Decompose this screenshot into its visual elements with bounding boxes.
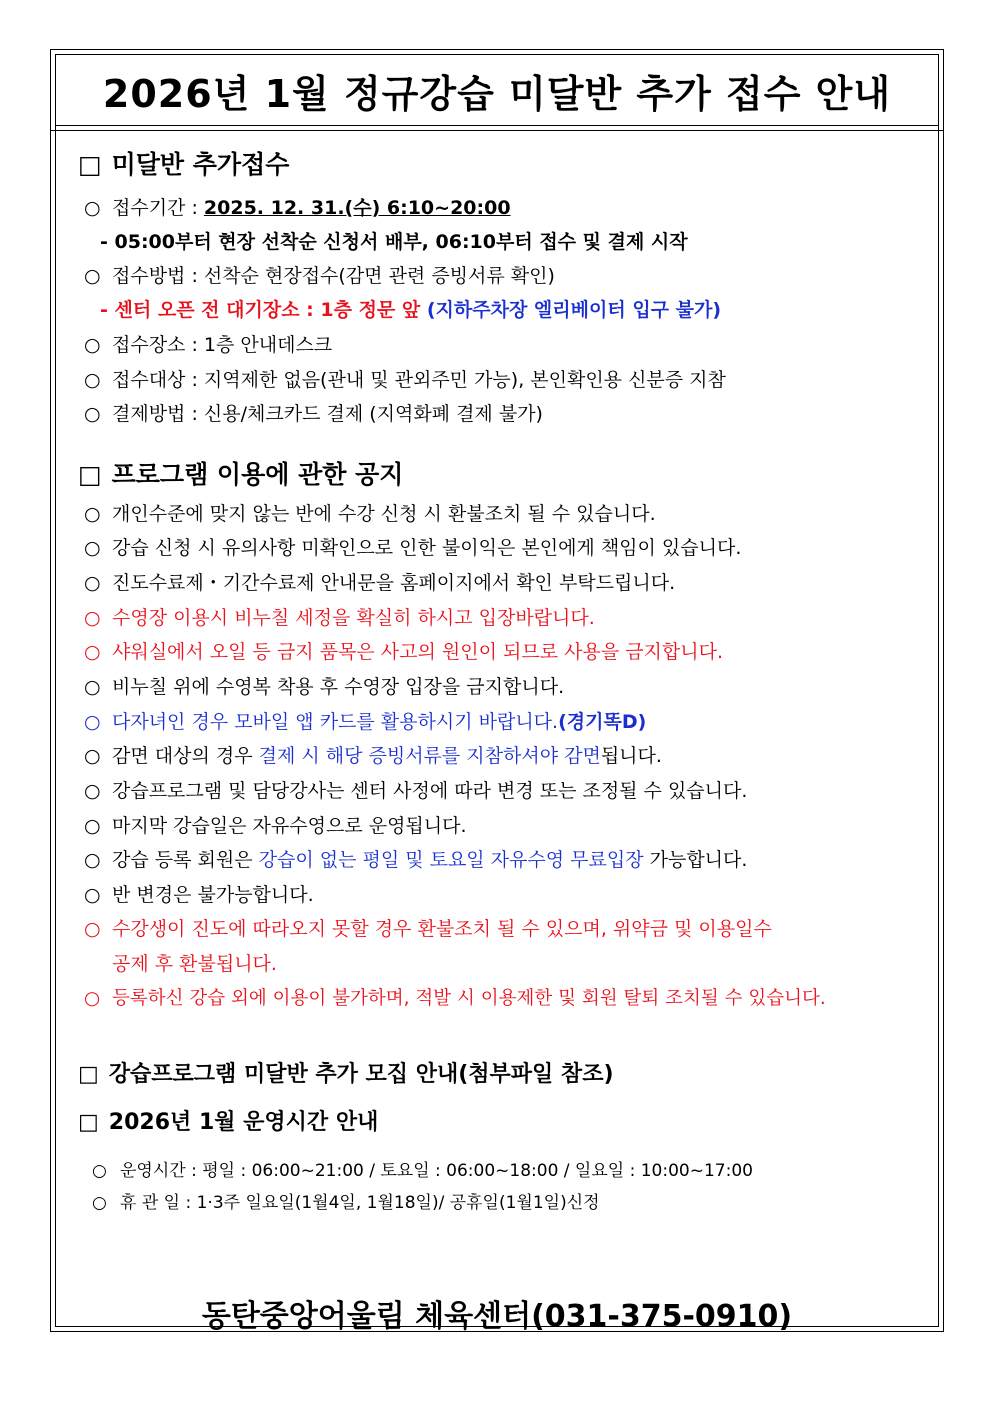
section-heading-recruitment: □ 강습프로그램 미달반 추가 모집 안내(첨부파일 참조)	[78, 1062, 614, 1087]
circle-bullet-icon: ○	[84, 780, 101, 802]
circle-bullet-icon: ○	[84, 711, 101, 733]
closed-days: ○ 휴 관 일 : 1·3주 일요일(1월4일, 1월18일)/ 공휴일(1월1일)신정	[92, 1193, 600, 1213]
waiting-place-exclusion: (지하주차장 엘리베이터 입구 불가)	[420, 299, 722, 321]
circle-bullet-icon: ○	[84, 815, 101, 837]
notice-item-warning: ○ 수영장 이용시 비누칠 세정을 확실히 하시고 입장바랍니다.	[84, 607, 595, 629]
document-frame	[50, 49, 944, 1332]
circle-bullet-icon: ○	[84, 403, 101, 425]
checkbox-square-icon: □	[78, 1110, 99, 1135]
registration-method: ○ 접수방법 : 선착순 현장접수(감면 관련 증빙서류 확인)	[84, 265, 555, 287]
section-heading-hours: □ 2026년 1월 운영시간 안내	[78, 1110, 379, 1135]
document-inner-frame	[55, 54, 939, 1334]
circle-bullet-icon: ○	[84, 676, 101, 698]
notice-item-warning-cont: 공제 후 환불됩니다.	[112, 953, 277, 975]
circle-bullet-icon: ○	[84, 988, 101, 1009]
registration-place: ○ 접수장소 : 1층 안내데스크	[84, 334, 333, 356]
notice-item: ○ 진도수료제・기간수료제 안내문을 홈페이지에서 확인 부탁드립니다.	[84, 572, 676, 594]
circle-bullet-icon: ○	[84, 849, 101, 871]
circle-bullet-icon: ○	[84, 369, 101, 391]
notice-item-warning: ○ 수강생이 진도에 따라오지 못할 경우 환불조치 될 수 있으며, 위약금 및 이용일수	[84, 918, 772, 940]
circle-bullet-icon: ○	[84, 884, 101, 906]
registration-target: ○ 접수대상 : 지역제한 없음(관내 및 관외주민 가능), 본인확인용 신분증 지참	[84, 369, 726, 391]
notice-item: ○ 강습프로그램 및 담당강사는 센터 사정에 따라 변경 또는 조정될 수 있습니다.	[84, 780, 748, 802]
waiting-place-note: - 센터 오픈 전 대기장소 : 1층 정문 앞 (지하주차장 엘리베이터 입구 불가)	[100, 299, 722, 321]
notice-item-info: ○ 다자녀인 경우 모바일 앱 카드를 활용하시기 바랍니다.(경기똑D)	[84, 711, 647, 733]
section-heading-program-notice: □ 프로그램 이용에 관한 공지	[78, 460, 404, 489]
notice-item: ○ 강습 등록 회원은 강습이 없는 평일 및 토요일 자유수영 무료입장 가능합니다.	[84, 849, 748, 871]
title-box	[56, 55, 938, 126]
circle-bullet-icon: ○	[84, 572, 101, 594]
period-value: 2025. 12. 31.(수) 6:10~20:00	[203, 197, 511, 219]
circle-bullet-icon: ○	[84, 918, 101, 940]
notice-item-warning: ○ 샤워실에서 오일 등 금지 품목은 사고의 원인이 되므로 사용을 금지합니다.	[84, 641, 724, 663]
notice-item: ○ 반 변경은 불가능합니다.	[84, 884, 314, 906]
checkbox-square-icon: □	[78, 1062, 99, 1087]
notice-item: ○ 감면 대상의 경우 결제 시 해당 증빙서류를 지참하셔야 감면됩니다.	[84, 745, 662, 767]
waiting-place: 센터 오픈 전 대기장소 : 1층 정문 앞	[114, 299, 421, 321]
notice-item: ○ 개인수준에 맞지 않는 반에 수강 신청 시 환불조치 될 수 있습니다.	[84, 503, 656, 525]
circle-bullet-icon: ○	[84, 641, 101, 663]
circle-bullet-icon: ○	[84, 503, 101, 525]
content-area	[56, 131, 938, 1334]
circle-bullet-icon: ○	[84, 537, 101, 559]
notice-item: ○ 강습 신청 시 유의사항 미확인으로 인한 불이익은 본인에게 책임이 있습니다.	[84, 537, 742, 559]
operating-hours: ○ 운영시간 : 평일 : 06:00~21:00 / 토요일 : 06:00~18:00 / 일요일 : 10:00~17:00	[92, 1161, 753, 1181]
page-title: 2026년 1월 정규강습 미달반 추가 접수 안내	[102, 71, 892, 116]
circle-bullet-icon: ○	[84, 334, 101, 356]
checkbox-square-icon: □	[78, 150, 102, 179]
circle-bullet-icon: ○	[92, 1193, 107, 1213]
circle-bullet-icon: ○	[84, 607, 101, 629]
notice-item-warning: ○ 등록하신 강습 외에 이용이 불가하며, 적발 시 이용제한 및 회원 탈퇴 조치될 수 있습니다.	[84, 988, 826, 1009]
registration-period: ○ 접수기간 : 2025. 12. 31.(수) 6:10~20:00	[84, 197, 511, 219]
circle-bullet-icon: ○	[84, 745, 101, 767]
checkbox-square-icon: □	[78, 460, 102, 489]
circle-bullet-icon: ○	[92, 1161, 107, 1181]
section-heading-late-registration: □ 미달반 추가접수	[78, 150, 290, 179]
circle-bullet-icon: ○	[84, 197, 101, 219]
notice-item: ○ 비누칠 위에 수영복 착용 후 수영장 입장을 금지합니다.	[84, 676, 565, 698]
notice-item: ○ 마지막 강습일은 자유수영으로 운영됩니다.	[84, 815, 467, 837]
payment-method: ○ 결제방법 : 신용/체크카드 결제 (지역화폐 결제 불가)	[84, 403, 543, 425]
period-note: - 05:00부터 현장 선착순 신청서 배부, 06:10부터 접수 및 결제 시작	[100, 231, 688, 253]
center-name-phone: 동탄중앙어울림 체육센터(031-375-0910)	[201, 1299, 793, 1334]
circle-bullet-icon: ○	[84, 265, 101, 287]
